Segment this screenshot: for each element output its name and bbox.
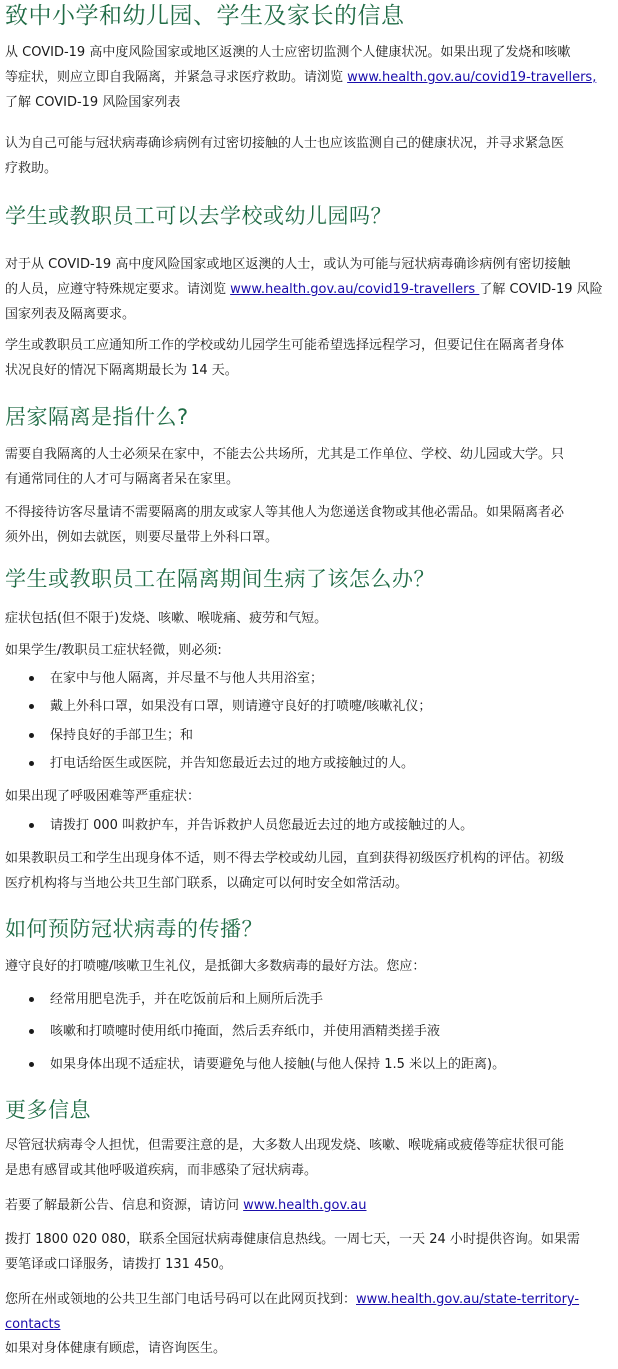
paragraph-cold-not-covid: 尽管冠状病毒令人担忧，但需要注意的是，大多数人出现发烧、咳嗽、喉咙痛或疲倦等症状很可能 是患有感冒或其他呼吸道疾病，而非感染了冠状病毒。 [5, 1138, 565, 1178]
state-territory-contacts-link-cont[interactable]: contacts [5, 1317, 61, 1332]
heading-can-attend-school: 学生或教职员工可以去学校或幼儿园吗？ [5, 204, 392, 228]
page-title: 致中小学和幼儿园、学生及家长的信息 [5, 3, 405, 29]
paragraph-no-visitors: 不得接待访客尽量请不需要隔离的朋友或家人等其他人为您递送食物或其他必需品。如果隔离者必 须外出，例如去就医，则要尽量带上外科口罩。 [5, 505, 565, 545]
paragraph-travellers-monitor: 从 COVID-19 高中度风险国家或地区返澳的人士应密切监测个人健康状况。如果出现了发烧和咳嗽 等症状，则应立即自我隔离，并紧急寻求医疗救助。请浏览 www.health.gov.au/covid19-travellers, 了解 COVID-19 风险国家列表 [5, 45, 597, 110]
heading-more-info: 更多信息 [5, 1098, 91, 1122]
heading-sick-during-isolation: 学生或教职员工在隔离期间生病了该怎么办？ [5, 567, 435, 591]
paragraph-consult-doctor: 如果对身体健康有顾虑，请咨询医生。 [5, 1341, 227, 1356]
covid19-travellers-link[interactable]: www.health.gov.au/covid19-travellers, [347, 70, 597, 85]
paragraph-close-contact: 认为自己可能与冠状病毒确诊病例有过密切接触的人士也应该监测自己的健康状况，并寻求紧急医 疗救助。 [5, 136, 565, 176]
covid19-travellers-link-2[interactable]: www.health.gov.au/covid19-travellers [230, 282, 480, 297]
health-gov-link[interactable]: www.health.gov.au [243, 1198, 367, 1213]
paragraph-severe-symptoms: 如果出现了呼吸困难等严重症状： [5, 789, 201, 804]
paragraph-latest-info: 若要了解最新公告、信息和资源，请访问 www.health.gov.au [5, 1198, 367, 1213]
state-territory-contacts-link[interactable]: www.health.gov.au/state-territory- [356, 1292, 580, 1307]
paragraph-symptoms: 症状包括(但不限于)发烧、咳嗽、喉咙痛、疲劳和气短。 [5, 611, 328, 626]
paragraph-mild-symptoms: 如果学生/教职员工症状轻微，则必须: [5, 643, 222, 658]
paragraph-hygiene: 遵守良好的打喷嚏/咳嗽卫生礼仪，是抵御大多数病毒的最好方法。您应： [5, 959, 426, 974]
paragraph-primary-care: 如果教职员工和学生出现身体不适，则不得去学校或幼儿园，直到获得初级医疗机构的评估。初级 医疗机构将与当地公共卫生部门联系，以确定可以何时安全如常活动。 [5, 851, 565, 891]
paragraph-remote-learning: 学生或教职员工应通知所工作的学校或幼儿园学生可能希望选择远程学习，但要记住在隔离者身体 状况良好的情况下隔离期最长为 14 天。 [5, 338, 565, 378]
heading-home-isolation: 居家隔离是指什么? [5, 405, 189, 429]
paragraph-stay-home: 需要自我隔离的人士必须呆在家中，不能去公共场所，尤其是工作单位、学校、幼儿园或大学。只 有通常同住的人才可与隔离者呆在家里。 [5, 447, 565, 487]
paragraph-special-requirements: 对于从 COVID-19 高中度风险国家或地区返澳的人士，或认为可能与冠状病毒确诊病例有密切接触 的人员，应遵守特殊规定要求。请浏览 www.health.gov.au/covid19-travellers 了解 COVID-19 风险 国家列表及隔离要求。 [5, 257, 603, 322]
paragraph-state-contacts: 您所在州或领地的公共卫生部门电话号码可以在此网页找到：www.health.gov.au/state-territory- contacts [5, 1292, 580, 1332]
paragraph-hotline: 拨打 1800 020 080，联系全国冠状病毒健康信息热线。一周七天，一天 24 小时提供咨询。如果需 要笔译或口译服务，请拨打 131 450。 [5, 1232, 580, 1272]
heading-prevent-spread: 如何预防冠状病毒的传播？ [5, 917, 263, 941]
